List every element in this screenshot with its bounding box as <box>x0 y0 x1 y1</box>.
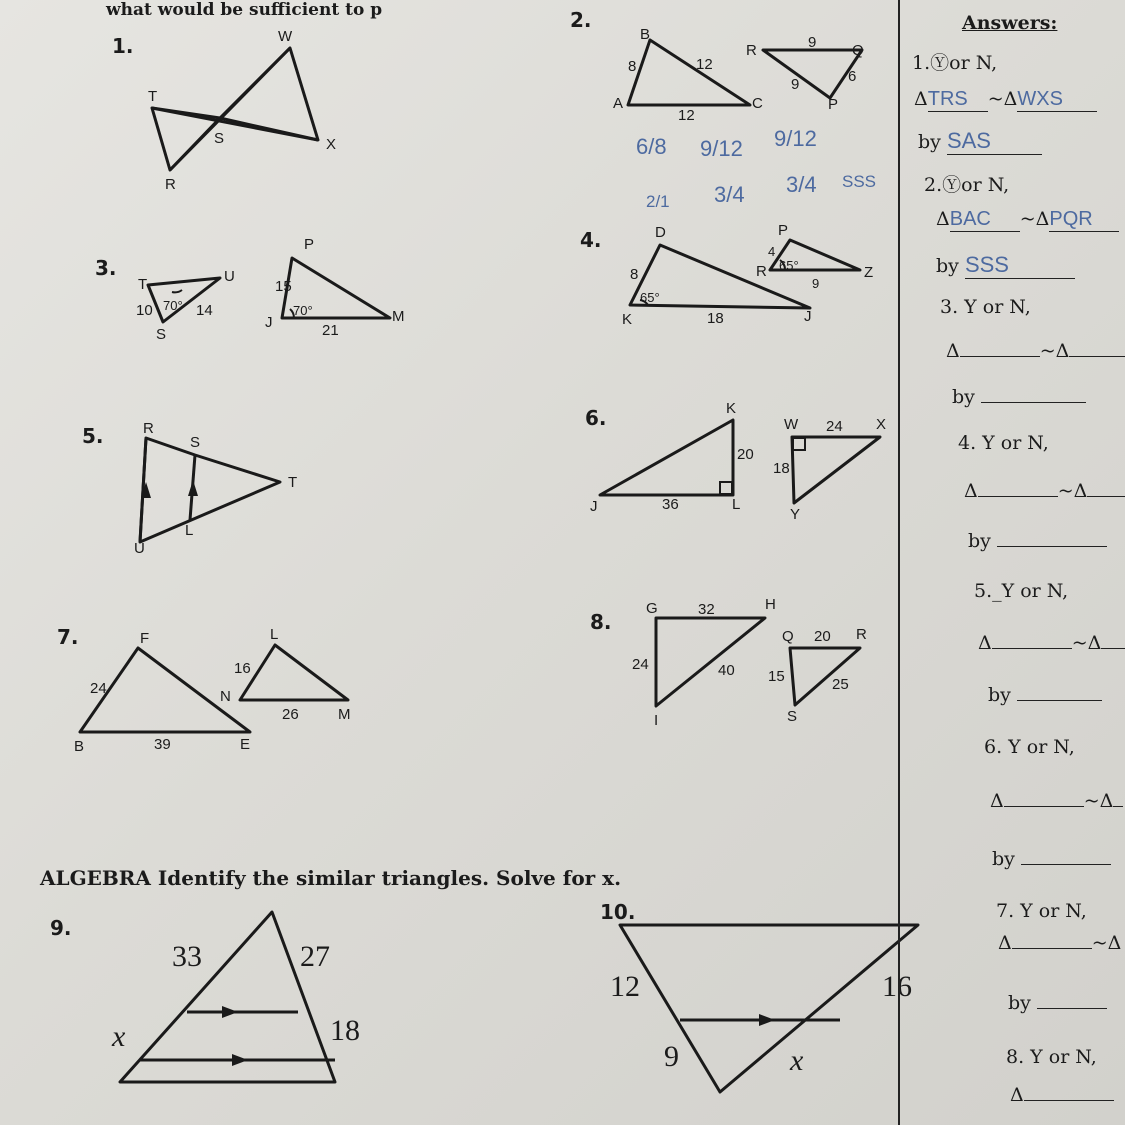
similar-symbol: ~Δ <box>1039 340 1070 362</box>
p4-label-z: Z <box>864 264 874 281</box>
p7-label-fb: 24 <box>90 680 107 697</box>
p1-label-t: T <box>148 88 158 105</box>
p1-label-x: X <box>326 136 337 153</box>
problem-number-3: 3. <box>95 256 117 280</box>
p7-label-be: 39 <box>154 736 171 753</box>
p10-label-x: x <box>790 1044 804 1077</box>
by-label: by <box>936 255 959 277</box>
delta-symbol: Δ <box>936 208 950 230</box>
answer-5-similarity <box>978 632 1125 654</box>
p2-label-r: R <box>746 42 757 59</box>
p2-label-a: A <box>613 95 624 112</box>
p1-triangle-trs <box>152 108 220 170</box>
p1-triangle-wxs <box>220 48 318 140</box>
p1-segment-tx <box>152 108 318 140</box>
p6-label-wy: 18 <box>773 460 790 477</box>
problem-number-5: 5. <box>82 424 104 448</box>
answer-5-tri1-blank[interactable] <box>992 648 1072 649</box>
problem-number-9: 9. <box>50 916 72 940</box>
p9-label-x: x <box>112 1020 126 1053</box>
p2-label-bc: 12 <box>696 56 713 73</box>
p8-triangle-qrs <box>790 648 860 705</box>
handwritten-ratio-5: 3/4 <box>786 172 817 197</box>
answer-8-similarity <box>1010 1084 1114 1106</box>
p4-label-angle-k: 65° <box>640 290 660 305</box>
answer-6-tri2-blank[interactable] <box>1113 806 1123 807</box>
p4-label-p: P <box>778 222 789 239</box>
p7-triangle-lnm <box>240 645 348 700</box>
p6-triangle-kjl <box>600 420 733 495</box>
p8-label-qs: 15 <box>768 668 785 685</box>
p8-label-i: I <box>654 712 659 729</box>
p4-label-angle-r: 65° <box>779 258 799 273</box>
problem-number-8: 8. <box>590 610 612 634</box>
p4-label-d: D <box>655 224 666 241</box>
by-label: by <box>992 848 1015 870</box>
answer-1-by[interactable]: SAS <box>947 128 1042 155</box>
p3-label-j: J <box>265 314 273 331</box>
answer-3-tri2-blank[interactable] <box>1069 356 1125 357</box>
answer-6-yn: 6. Y or N, <box>984 736 1075 758</box>
p7-label-nm: 26 <box>282 706 299 723</box>
p9-label-18: 18 <box>330 1014 360 1047</box>
p2-label-rp: 9 <box>791 76 800 93</box>
p2-triangle-bac <box>628 40 750 105</box>
answer-2-tri2[interactable]: PQR <box>1049 208 1119 232</box>
answer-6-tri1-blank[interactable] <box>1004 806 1084 807</box>
p1-label-s: S <box>214 130 225 147</box>
p10-label-16: 16 <box>882 970 912 1003</box>
answer-7-reason <box>1008 992 1107 1014</box>
p7-label-n: N <box>220 688 231 705</box>
answer-4-reason <box>968 530 1107 552</box>
answer-1-tri2[interactable]: WXS <box>1017 88 1097 112</box>
p6-label-jl: 36 <box>662 496 679 513</box>
delta-symbol: Δ <box>990 790 1004 812</box>
handwritten-ratio-1: 6/8 <box>636 134 667 159</box>
problem-number-4: 4. <box>580 228 602 252</box>
answer-6-reason <box>992 848 1111 870</box>
p2-label-ac: 12 <box>678 107 695 124</box>
p4-label-j: J <box>804 308 812 325</box>
p9-label-27: 27 <box>300 940 330 973</box>
answer-2-yn: 2.Ⓨor N, <box>924 174 1010 196</box>
answer-3-similarity <box>946 340 1125 362</box>
by-label: by <box>988 684 1011 706</box>
answer-6-by-blank[interactable] <box>1021 864 1111 865</box>
answers-column <box>898 0 1125 1125</box>
p3-label-s: S <box>156 326 167 343</box>
similar-symbol: ~Δ <box>1057 480 1088 502</box>
p9-triangle <box>120 912 335 1082</box>
problem-number-2: 2. <box>570 8 592 32</box>
answer-3-by-blank[interactable] <box>981 402 1086 403</box>
answer-5-tri2-blank[interactable] <box>1101 648 1125 649</box>
p2-label-ab: 8 <box>628 58 637 75</box>
answer-4-tri1-blank[interactable] <box>978 496 1058 497</box>
p8-label-rs: 25 <box>832 676 849 693</box>
answers-title: Answers: <box>962 12 1058 34</box>
p3-label-u: U <box>224 268 235 285</box>
handwritten-ratio-2: 9/12 <box>700 136 743 161</box>
p6-label-j: J <box>590 498 598 515</box>
p8-label-r: R <box>856 626 867 643</box>
p8-label-s: S <box>787 708 798 725</box>
p3-label-angle2: 70° <box>293 303 313 318</box>
p6-label-w: W <box>784 416 799 433</box>
delta-symbol: Δ <box>1010 1084 1024 1106</box>
p6-label-k: K <box>726 400 737 417</box>
p3-label-angle: 70° <box>163 298 183 313</box>
p5-label-u: U <box>134 540 145 557</box>
answer-3-tri1-blank[interactable] <box>960 356 1040 357</box>
p1-segment-rw <box>170 48 290 170</box>
answer-7-yn: 7. Y or N, <box>996 900 1087 922</box>
problem-number-1: 1. <box>112 34 134 58</box>
problem-number-6: 6. <box>585 406 607 430</box>
p2-label-q: Q <box>852 42 864 59</box>
answer-7-similarity <box>998 932 1121 954</box>
answer-3-reason <box>952 386 1086 408</box>
p8-label-g: G <box>646 600 658 617</box>
p5-figure <box>140 438 280 542</box>
p4-label-kj: 18 <box>707 310 724 327</box>
p3-label-jp: 15 <box>275 278 292 295</box>
p10-label-12: 12 <box>610 970 640 1003</box>
p6-label-kl: 20 <box>737 446 754 463</box>
handwritten-scribble: 2/1 <box>646 192 670 211</box>
p8-label-q: Q <box>782 628 794 645</box>
p8-label-hi: 40 <box>718 662 735 679</box>
p8-label-h: H <box>765 596 776 613</box>
answer-3-yn: 3. Y or N, <box>940 296 1031 318</box>
answer-2-similarity <box>936 208 1119 232</box>
answer-4-yn: 4. Y or N, <box>958 432 1049 454</box>
p8-label-gi: 24 <box>632 656 649 673</box>
p7-label-f: F <box>140 630 150 647</box>
p3-label-p: P <box>304 236 315 253</box>
algebra-heading: ALGEBRA Identify the similar triangles. Solve for x. <box>40 866 622 890</box>
p2-label-rq: 9 <box>808 34 817 51</box>
p7-label-e: E <box>240 736 251 753</box>
similar-symbol: ~Δ <box>1091 932 1122 954</box>
p3-label-jm: 21 <box>322 322 339 339</box>
p3-label-ts: 10 <box>136 302 153 319</box>
handwritten-ratio-3: 9/12 <box>774 126 817 151</box>
handwritten-ratio-4: 3/4 <box>714 182 745 207</box>
answer-5-yn: 5._Y or N, <box>974 580 1069 602</box>
p5-label-t: T <box>288 474 298 491</box>
p4-label-rz: 9 <box>812 276 820 291</box>
answer-4-similarity <box>964 480 1125 502</box>
answer-5-reason <box>988 684 1102 706</box>
delta-symbol: Δ <box>946 340 960 362</box>
answer-1-reason <box>918 128 1042 155</box>
answer-6-similarity <box>990 790 1123 812</box>
problem-number-10: 10. <box>600 900 636 924</box>
handwritten-sss-note: SSS <box>842 172 877 191</box>
p10-label-9: 9 <box>664 1040 679 1073</box>
similar-symbol: ~Δ <box>1083 790 1114 812</box>
p3-label-t: T <box>138 276 148 293</box>
p6-label-wx: 24 <box>826 418 843 435</box>
answer-1-similarity <box>914 88 1097 112</box>
p4-label-k: K <box>622 311 633 328</box>
answer-4-by-blank[interactable] <box>997 546 1107 547</box>
header-partial-text: what would be sufficient to p <box>106 0 383 20</box>
p6-label-x: X <box>876 416 887 433</box>
similar-symbol: ~Δ <box>1071 632 1102 654</box>
p3-label-m: M <box>392 308 405 325</box>
answer-7-by-blank[interactable] <box>1037 1008 1107 1009</box>
answer-2-reason <box>936 252 1075 279</box>
problem-number-7: 7. <box>57 625 79 649</box>
p2-label-b: B <box>640 26 651 43</box>
p8-label-gh: 32 <box>698 601 715 618</box>
p7-label-ln: 16 <box>234 660 251 677</box>
answer-7-tri1-blank[interactable] <box>1012 948 1092 949</box>
answer-2-by[interactable]: SSS <box>965 252 1075 279</box>
p9-label-33: 33 <box>172 940 202 973</box>
answer-4-tri2-blank[interactable] <box>1087 496 1125 497</box>
p7-label-b: B <box>74 738 85 755</box>
similar-symbol: ~Δ <box>987 88 1018 110</box>
p4-label-pr: 4 <box>768 244 776 259</box>
answer-1-yn: 1.Ⓨor N, <box>912 52 998 74</box>
p8-triangle-ghi <box>656 618 765 706</box>
similar-symbol: ~Δ <box>1019 208 1050 230</box>
p3-label-su: 14 <box>196 302 213 319</box>
answer-5-by-blank[interactable] <box>1017 700 1102 701</box>
p8-label-qr: 20 <box>814 628 831 645</box>
p5-label-l: L <box>185 522 194 539</box>
p6-label-y: Y <box>790 506 801 523</box>
p2-label-qp: 6 <box>848 68 857 85</box>
p1-label-w: W <box>278 28 293 45</box>
delta-symbol: Δ <box>978 632 992 654</box>
delta-symbol: Δ <box>998 932 1012 954</box>
delta-symbol: Δ <box>914 88 928 110</box>
p4-label-r: R <box>756 263 767 280</box>
by-label: by <box>918 131 941 153</box>
p7-label-l: L <box>270 626 279 643</box>
p1-label-r: R <box>165 176 176 193</box>
p2-label-c: C <box>752 95 763 112</box>
answer-8-tri1-blank[interactable] <box>1024 1100 1114 1101</box>
delta-symbol: Δ <box>964 480 978 502</box>
by-label: by <box>952 386 975 408</box>
answer-1-tri1[interactable]: TRS <box>928 88 988 112</box>
p5-label-r: R <box>143 420 154 437</box>
answer-2-tri1[interactable]: BAC <box>950 208 1020 232</box>
p6-label-l: L <box>732 496 741 513</box>
p2-label-p: P <box>828 96 839 113</box>
p5-label-s: S <box>190 434 201 451</box>
p4-label-dk: 8 <box>630 266 639 283</box>
answer-8-yn: 8. Y or N, <box>1006 1046 1097 1068</box>
by-label: by <box>968 530 991 552</box>
by-label: by <box>1008 992 1031 1014</box>
p7-label-m: M <box>338 706 351 723</box>
